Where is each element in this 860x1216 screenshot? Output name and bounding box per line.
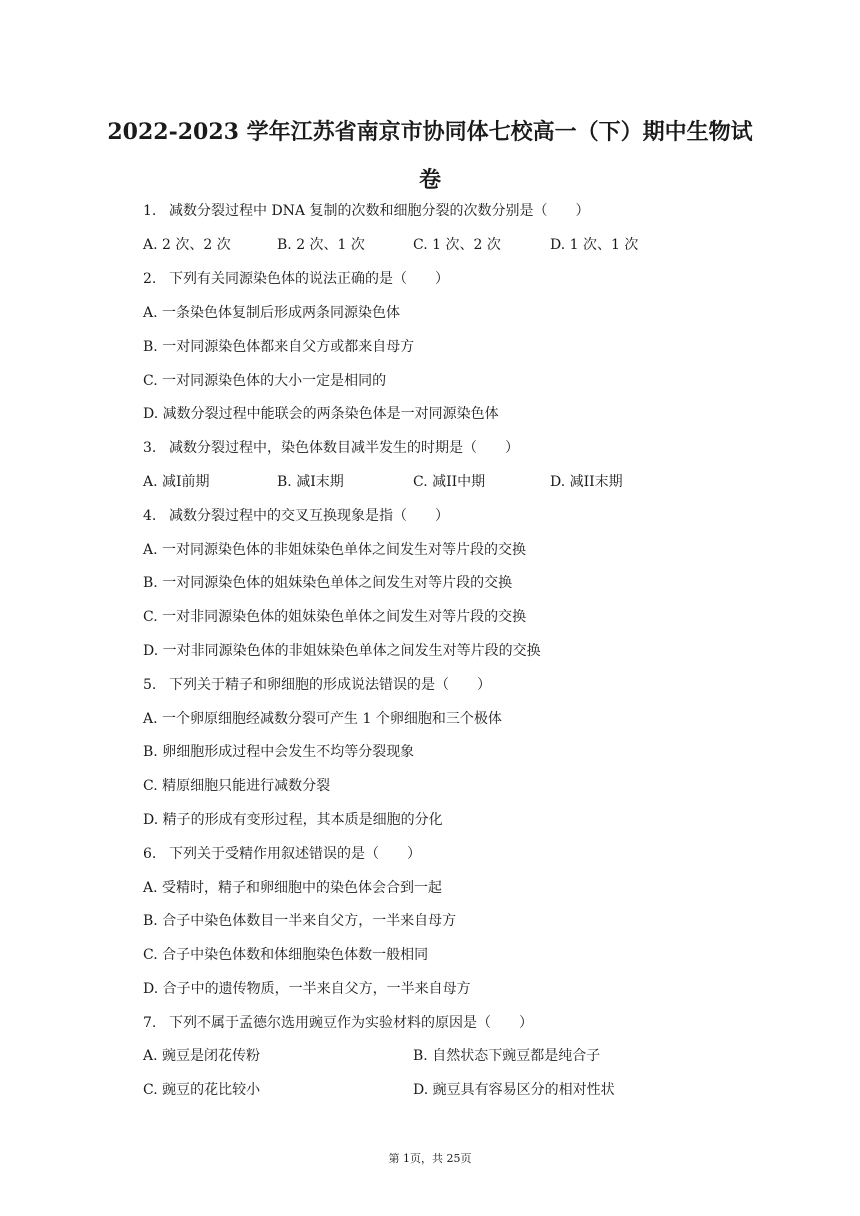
- exam-title: [60, 108, 800, 204]
- question-text: 下列关于受精作用叙述错误的是（ ）: [169, 846, 421, 862]
- q4-option-c: C. 一对非同源染色体的姐妹染色单体之间发生对等片段的交换: [143, 609, 527, 625]
- question-text: 下列关于精子和卵细胞的形成说法错误的是（ ）: [169, 677, 491, 693]
- question-number: 7.: [143, 1015, 157, 1031]
- question-6-stem: [143, 844, 421, 864]
- question-2-stem: [143, 269, 449, 289]
- exam-title-line-1: 2022-2023 学年江苏省南京市协同体七校高一（下）期中生物试: [107, 119, 753, 145]
- q2-option-a: A. 一条染色体复制后形成两条同源染色体: [143, 305, 401, 321]
- q6-option-c: C. 合子中染色体数和体细胞染色体数一般相同: [143, 947, 429, 963]
- q4-option-d: D. 一对非同源染色体的非姐妹染色单体之间发生对等片段的交换: [143, 643, 541, 659]
- page-footer: 第 1页，共 25页: [388, 1152, 472, 1165]
- q7-option-c: C. 豌豆的花比较小: [143, 1082, 261, 1098]
- question-text: 减数分裂过程中 DNA 复制的次数和细胞分裂的次数分别是（ ）: [169, 203, 590, 219]
- question-text: 下列不属于孟德尔选用豌豆作为实验材料的原因是（ ）: [169, 1015, 533, 1031]
- question-number: 6.: [143, 846, 157, 862]
- question-text: 减数分裂过程中，染色体数目减半发生的时期是（ ）: [169, 440, 519, 456]
- q2-option-b: B. 一对同源染色体都来自父方或都来自母方: [143, 339, 415, 355]
- q6-option-d: D. 合子中的遗传物质，一半来自父方，一半来自母方: [143, 981, 471, 997]
- question-4-stem: [143, 506, 449, 526]
- q7-option-a: A. 豌豆是闭花传粉: [143, 1048, 261, 1064]
- q1-option-c: C. 1 次、2 次: [413, 237, 501, 253]
- q2-option-c: C. 一对同源染色体的大小一定是相同的: [143, 373, 387, 389]
- q6-option-a: A. 受精时，精子和卵细胞中的染色体会合到一起: [143, 880, 443, 896]
- question-7-stem: [143, 1013, 533, 1033]
- question-5-stem: [143, 675, 491, 695]
- question-text: 下列有关同源染色体的说法正确的是（ ）: [169, 271, 449, 287]
- question-number: 3.: [143, 440, 157, 456]
- q3-option-c: C. 减II中期: [413, 474, 486, 490]
- q7-option-b: B. 自然状态下豌豆都是纯合子: [413, 1048, 601, 1064]
- question-number: 5.: [143, 677, 157, 693]
- q1-option-a: A. 2 次、2 次: [143, 237, 231, 253]
- q7-option-d: D. 豌豆具有容易区分的相对性状: [413, 1082, 615, 1098]
- q4-option-b: B. 一对同源染色体的姐妹染色单体之间发生对等片段的交换: [143, 575, 513, 591]
- q5-option-d: D. 精子的形成有变形过程，其本质是细胞的分化: [143, 812, 443, 828]
- q1-option-d: D. 1 次、1 次: [550, 237, 639, 253]
- q3-option-d: D. 减II末期: [550, 474, 623, 490]
- q5-option-c: C. 精原细胞只能进行减数分裂: [143, 778, 331, 794]
- q2-option-d: D. 减数分裂过程中能联会的两条染色体是一对同源染色体: [143, 406, 499, 422]
- q6-option-b: B. 合子中染色体数目一半来自父方，一半来自母方: [143, 913, 457, 929]
- question-number: 2.: [143, 271, 157, 287]
- question-text: 减数分裂过程中的交叉互换现象是指（ ）: [169, 508, 449, 524]
- exam-title-line-2: 卷: [418, 167, 441, 193]
- q3-option-b: B. 减I末期: [277, 474, 344, 490]
- question-3-stem: [143, 438, 519, 458]
- q4-option-a: A. 一对同源染色体的非姐妹染色单体之间发生对等片段的交换: [143, 542, 527, 558]
- q5-option-b: B. 卵细胞形成过程中会发生不均等分裂现象: [143, 744, 415, 760]
- q5-option-a: A. 一个卵原细胞经减数分裂可产生 1 个卵细胞和三个极体: [143, 711, 502, 727]
- q3-option-a: A. 减I前期: [143, 474, 210, 490]
- q1-option-b: B. 2 次、1 次: [277, 237, 365, 253]
- question-number: 1.: [143, 203, 157, 219]
- question-1-stem: [143, 201, 589, 221]
- question-number: 4.: [143, 508, 157, 524]
